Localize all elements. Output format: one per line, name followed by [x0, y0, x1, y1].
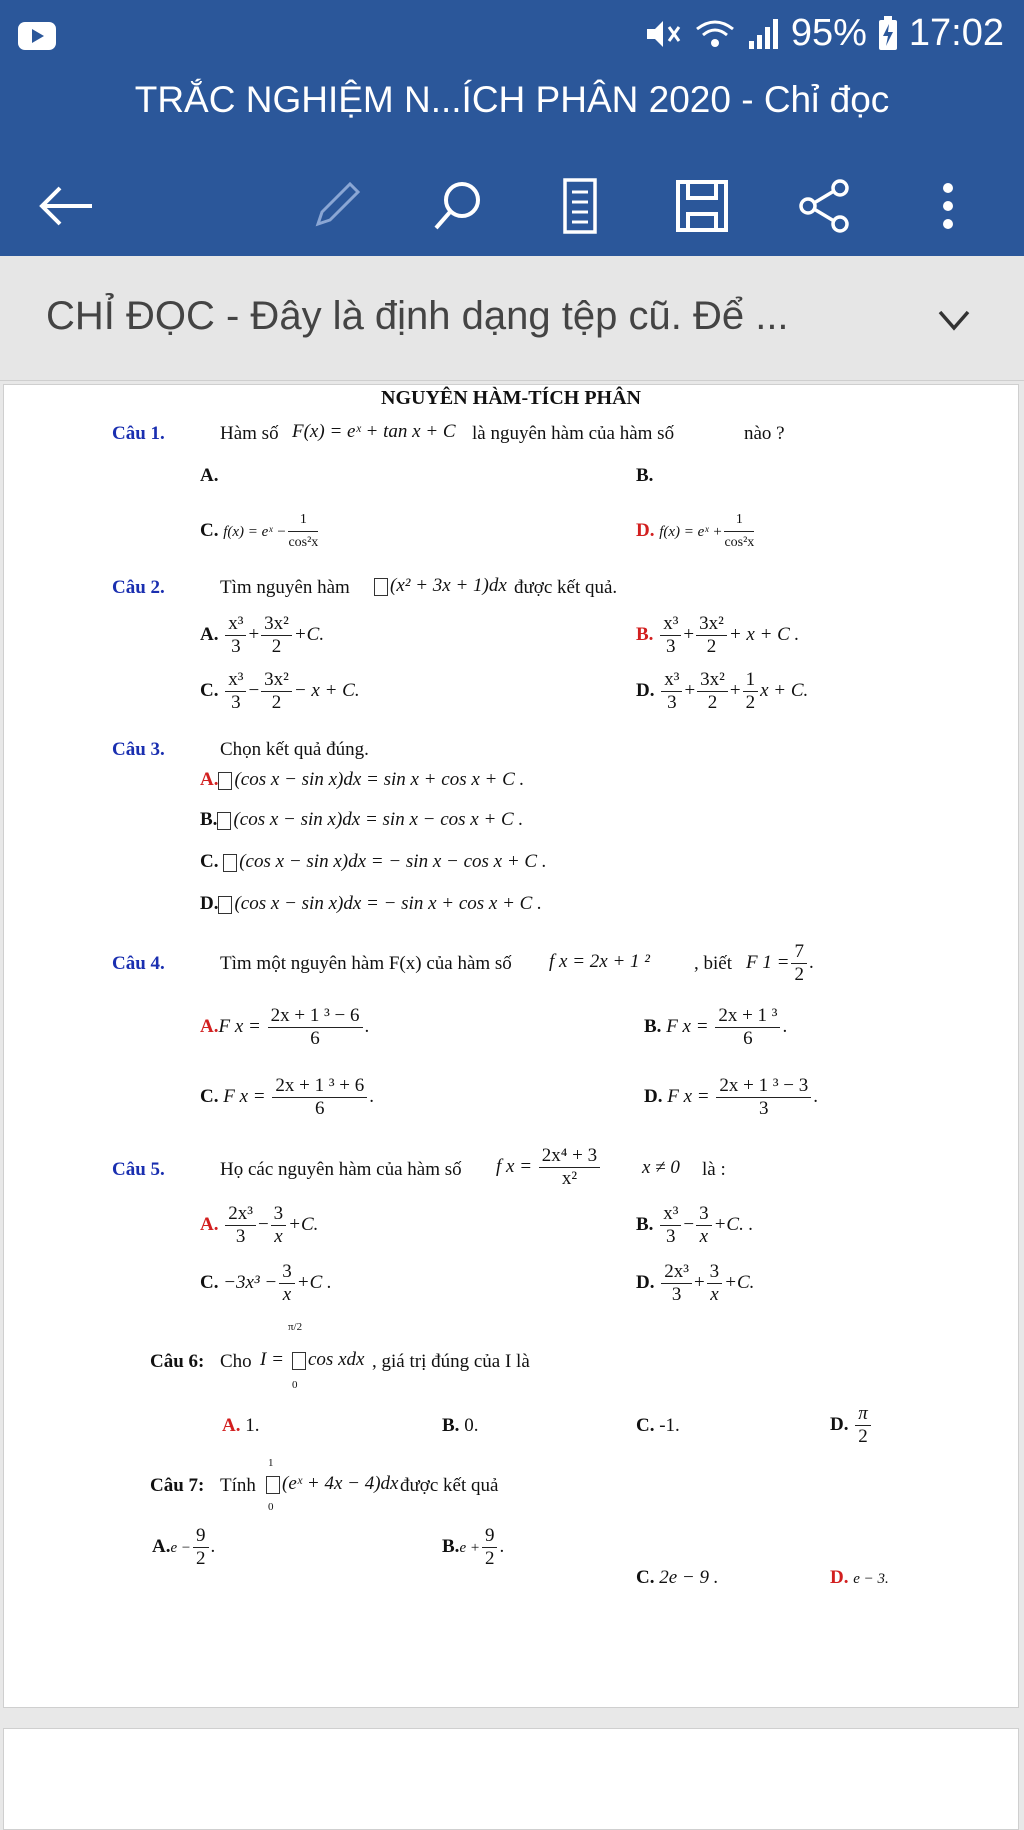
q5-d-num1: 2x³ [661, 1261, 692, 1284]
q3-option-b [200, 809, 523, 831]
q5-d-tail: +C. [724, 1271, 755, 1293]
q2-a-label: A. [200, 623, 219, 645]
q3-option-c [200, 851, 547, 873]
q4-d-den: 3 [759, 1098, 769, 1119]
q7-option-d [830, 1567, 889, 1589]
q2-c-frac1 [225, 669, 246, 714]
q5-a-frac2 [271, 1203, 287, 1248]
q5-d-frac2 [707, 1261, 723, 1306]
q6-lower-limit: 0 [292, 1379, 298, 1391]
q1-d-den: cos²x [724, 535, 755, 550]
q3-b-label: B. [200, 809, 218, 830]
q1-option-d [636, 509, 756, 554]
q4-text2: , biết [694, 953, 732, 974]
q2-integrand: (x² + 3x + 1)dx [390, 575, 507, 596]
q1-d-label: D. [636, 519, 655, 541]
q5-label: Câu 5. [112, 1159, 165, 1180]
share-button[interactable] [786, 168, 862, 244]
q5-condition: x ≠ 0 [642, 1157, 680, 1178]
read-only-banner[interactable] [0, 256, 1024, 381]
integral-symbol-icon [218, 896, 232, 914]
integral-symbol-icon [266, 1476, 280, 1494]
q7-a-num: 9 [193, 1525, 209, 1548]
q7-a-den: 2 [196, 1548, 206, 1569]
q5-a-tail: +C. [288, 1213, 319, 1235]
q2-d-frac1 [661, 669, 682, 714]
wifi-icon [693, 17, 737, 51]
q1-d-frac [724, 509, 754, 554]
q2-c-frac2 [261, 669, 292, 714]
q6-c-label: C. [636, 1415, 655, 1436]
q2-c-den1: 3 [231, 692, 241, 713]
q6-integrand: cos xdx [308, 1349, 365, 1370]
q2-option-a: A. $\frac{\text{x³}}{3}$ + $\frac{\text{3x²}}{2}$ +C. [200, 613, 325, 657]
q4-b-num: 2x + 1 ³ [715, 1005, 780, 1028]
q7-option-b: B.e + $\frac{9}{2}$ . [442, 1525, 505, 1569]
q2-b-frac2 [696, 613, 727, 658]
q7-a-label: A. [152, 1535, 171, 1557]
q5-b-num1: x³ [660, 1203, 681, 1226]
q6-option-a [222, 1415, 259, 1437]
q5-c-num: 3 [279, 1261, 295, 1284]
q6-b-value: 0. [464, 1415, 479, 1436]
q2-a-num1: x³ [225, 613, 246, 636]
q5-d-den1: 3 [671, 1284, 682, 1305]
q2-c-num2: 3x² [261, 669, 292, 692]
q4-d-frac [716, 1075, 811, 1120]
q5-c-den: x [282, 1284, 292, 1305]
status-bar [0, 0, 1024, 72]
q6-option-b [442, 1415, 478, 1437]
q7-text2: được kết quả [400, 1475, 499, 1496]
q5-d-num2: 3 [707, 1261, 723, 1284]
q5-a-den1: 3 [235, 1226, 246, 1247]
q6-label: Câu 6: [150, 1351, 205, 1372]
q6-text2: , giá trị đúng của I là [372, 1351, 530, 1372]
q2-a-frac2 [261, 613, 292, 658]
q5-d-frac1 [661, 1261, 692, 1306]
q4-cond-text: F 1 = [746, 951, 790, 973]
q5-a-num2: 3 [271, 1203, 287, 1226]
q6-d-frac [855, 1403, 871, 1448]
q5-f-frac [539, 1145, 600, 1190]
q6-upper-limit: π/2 [288, 1321, 303, 1333]
q7-b-label: B. [442, 1535, 460, 1557]
chevron-down-icon[interactable] [934, 300, 974, 340]
q4-a-num: 2x + 1 ³ − 6 [268, 1005, 363, 1028]
document-view-icon [555, 176, 605, 236]
q4-option-b: B. F x = $\frac{\text{2x + 1 ³}}{6}$ . [644, 1005, 788, 1049]
q1-label: Câu 1. [112, 423, 165, 444]
q5-f-num: 2x⁴ + 3 [539, 1145, 600, 1168]
q5-option-b: B. $\frac{\text{x³}}{3}$ − $\frac{3}{x}$ +C. . [636, 1203, 754, 1247]
more-options-button[interactable] [910, 168, 986, 244]
q5-text2: là : [702, 1159, 726, 1180]
q4-condition: F 1 = $\frac{7}{2}$ . [746, 941, 814, 985]
q2-text2: được kết quả. [514, 577, 618, 598]
q3-label: Câu 3. [112, 739, 165, 760]
edit-button[interactable] [298, 168, 374, 244]
integral-symbol-icon [292, 1352, 306, 1370]
q7-c-value: 2e − 9 . [659, 1567, 719, 1588]
q3-a-formula: (cos x − sin x)dx = sin x + cos x + C . [234, 769, 525, 790]
q1-c-label: C. [200, 519, 219, 541]
q7-option-a: A.e − $\frac{9}{2}$ . [152, 1525, 216, 1569]
q7-upper-limit: 1 [268, 1457, 274, 1469]
q5-a-num1: 2x³ [225, 1203, 256, 1226]
search-button[interactable] [420, 168, 496, 244]
q7-b-num: 9 [482, 1525, 498, 1548]
q2-a-den1: 3 [231, 636, 241, 657]
q4-b-lhs: F x = [666, 1015, 709, 1037]
q5-c-formula: −3x³ − [223, 1271, 278, 1293]
q7-c-label: C. [636, 1567, 655, 1588]
q2-option-b: B. $\frac{\text{x³}}{3}$ + $\frac{\text{3x²}}{2}$ + x + C . [636, 613, 800, 657]
q2-option-d: D. $\frac{\text{x³}}{3}$ + $\frac{\text{3x²}}{2}$ + $\frac{1}{2}$ x + C. [636, 669, 809, 713]
battery-charging-icon [877, 16, 899, 52]
q5-f-den: x² [561, 1168, 578, 1189]
q3-d-formula: (cos x − sin x)dx = − sin x + cos x + C . [234, 893, 542, 914]
q2-c-num1: x³ [225, 669, 246, 692]
q5-function [496, 1145, 602, 1190]
q7-a-expr: e − [170, 1539, 192, 1556]
q1-c-formula: f(x) = eˣ − [223, 523, 287, 540]
q3-text: Chọn kết quả đúng. [220, 739, 369, 760]
q4-a-lhs: F x = [218, 1015, 261, 1037]
q5-option-d: D. $\frac{\text{2x³}}{3}$ + $\frac{3}{x}$ +C. [636, 1261, 755, 1305]
q2-c-den2: 2 [271, 692, 282, 713]
q2-b-label: B. [636, 623, 654, 645]
q1-text3: nào ? [744, 423, 785, 444]
q1-text2: là nguyên hàm của hàm số [472, 423, 675, 444]
q2-d-frac3 [743, 669, 759, 714]
q5-d-den2: x [710, 1284, 719, 1305]
save-icon [672, 176, 732, 236]
q7-b-frac [482, 1525, 498, 1570]
q6-c-value: -1. [659, 1415, 680, 1436]
q5-b-frac1 [660, 1203, 681, 1248]
clock: 17:02 [908, 12, 1004, 54]
q4-d-num: 2x + 1 ³ − 3 [716, 1075, 811, 1098]
q1-option-c [200, 509, 320, 554]
search-icon [428, 176, 488, 236]
q5-a-den2: x [274, 1226, 283, 1247]
q7-label: Câu 7: [150, 1475, 205, 1496]
q2-a-num2: 3x² [261, 613, 292, 636]
q2-d-num1: x³ [661, 669, 682, 692]
q6-a-label: A. [222, 1415, 241, 1436]
signal-icon [747, 17, 781, 51]
q4-b-frac [715, 1005, 780, 1050]
q5-b-num2: 3 [696, 1203, 712, 1226]
q4-option-d: D. F x = $\frac{\text{2x + 1 ³ − 3}}{3}$ . [644, 1075, 818, 1119]
q5-option-a: A. $\frac{\text{2x³}}{3}$ − $\frac{3}{x}$ +C. [200, 1203, 319, 1247]
q4-option-c: C. F x = $\frac{\text{2x + 1 ³ + 6}}{6}$ . [200, 1075, 374, 1119]
q2-b-tail: + x + C . [728, 623, 800, 645]
q1-d-formula: f(x) = eˣ + [659, 523, 723, 540]
save-button[interactable] [664, 168, 740, 244]
q4-c-frac [272, 1075, 367, 1120]
q5-c-frac [279, 1261, 295, 1306]
q7-b-den: 2 [484, 1548, 495, 1569]
q5-text: Họ các nguyên hàm của hàm số [220, 1159, 462, 1180]
q6-I: I = [260, 1349, 284, 1370]
q2-d-num2: 3x² [697, 669, 728, 692]
q4-a-den: 6 [310, 1028, 320, 1049]
q2-a-frac1 [225, 613, 246, 658]
q2-b-num2: 3x² [696, 613, 727, 636]
q3-b-formula: (cos x − sin x)dx = sin x − cos x + C . [233, 809, 524, 830]
q7-lower-limit: 0 [268, 1501, 274, 1513]
more-vertical-icon [938, 176, 958, 236]
q7-a-frac [193, 1525, 209, 1570]
q2-text: Tìm nguyên hàm [220, 577, 350, 598]
q4-c-num: 2x + 1 ³ + 6 [272, 1075, 367, 1098]
q5-c-label: C. [200, 1271, 219, 1293]
q2-b-den2: 2 [706, 636, 717, 657]
q3-option-d [200, 893, 542, 915]
q2-d-den1: 3 [667, 692, 677, 713]
q1-c-frac [288, 509, 318, 554]
document-page [3, 384, 1019, 1708]
q6-a-value: 1. [245, 1415, 260, 1436]
q7-b-expr: e + [459, 1539, 480, 1556]
q2-a-den2: 2 [271, 636, 282, 657]
q6-d-num: π [855, 1403, 871, 1426]
q2-d-den3: 2 [745, 692, 756, 713]
q1-d-num: 1 [724, 509, 754, 532]
q4-function: f x = 2x + 1 ² [549, 951, 650, 972]
q3-a-label: A. [200, 769, 219, 790]
q7-text: Tính [220, 1475, 256, 1496]
q4-cond-frac [791, 941, 807, 986]
q5-a-frac1 [225, 1203, 256, 1248]
q3-c-label: C. [200, 851, 219, 872]
q4-cond-num: 7 [791, 941, 807, 964]
document-title: TRẮC NGHIỆM N...ÍCH PHÂN 2020 - Chỉ đọc [0, 72, 1024, 156]
q6-d-label: D. [830, 1413, 849, 1435]
q2-d-num3: 1 [743, 669, 759, 692]
q4-b-label: B. [644, 1015, 662, 1037]
mute-icon [643, 17, 683, 51]
q1-formula: F(x) = eˣ + tan x + C [292, 421, 456, 442]
q5-a-label: A. [200, 1213, 219, 1235]
q1-c-num: 1 [288, 509, 318, 532]
battery-percent: 95% [790, 12, 867, 54]
q2-option-c: C. $\frac{\text{x³}}{3}$ − $\frac{\text{3x²}}{2}$ − x + C. [200, 669, 360, 713]
q7-d-label: D. [830, 1567, 849, 1588]
q5-d-label: D. [636, 1271, 655, 1293]
q2-d-frac2 [697, 669, 728, 714]
banner-text: CHỈ ĐỌC - Đây là định dạng tệp cũ. Để ... [46, 294, 789, 338]
q2-c-label: C. [200, 679, 219, 701]
integral-symbol-icon [217, 812, 231, 830]
q1-c-den: cos²x [288, 535, 319, 550]
q5-f-lhs: f x = [496, 1155, 533, 1177]
q4-label: Câu 4. [112, 953, 165, 974]
q3-option-a [200, 769, 524, 791]
q4-option-a: A.F x = $\frac{\text{2x + 1 ³ − 6}}{6}$ . [200, 1005, 370, 1049]
q2-integral [374, 575, 507, 597]
share-icon [794, 176, 854, 236]
q6-option-d [830, 1403, 873, 1448]
q2-b-num1: x³ [660, 613, 681, 636]
q2-d-tail: x + C. [760, 679, 809, 701]
q5-b-label: B. [636, 1213, 654, 1235]
q5-c-tail: +C . [296, 1271, 332, 1293]
q4-c-label: C. [200, 1085, 219, 1107]
back-button[interactable] [28, 168, 104, 244]
q2-b-frac1 [660, 613, 681, 658]
q2-c-tail: − x + C. [293, 679, 360, 701]
q6-text: Cho [220, 1351, 252, 1372]
q2-label: Câu 2. [112, 577, 165, 598]
toolbar [0, 156, 1024, 256]
q2-a-tail: +C. [293, 623, 325, 645]
q5-option-c [200, 1261, 332, 1306]
integral-symbol-icon [223, 854, 237, 872]
q4-text: Tìm một nguyên hàm F(x) của hàm số [220, 953, 512, 974]
q4-a-label: A. [200, 1015, 219, 1037]
q1-option-a: A. [200, 465, 219, 486]
youtube-notification-icon [18, 22, 56, 50]
back-arrow-icon [36, 181, 96, 231]
q6-d-den: 2 [858, 1426, 868, 1447]
q3-d-label: D. [200, 893, 219, 914]
pencil-icon [306, 176, 366, 236]
next-document-page [3, 1728, 1019, 1830]
q5-b-den1: 3 [666, 1226, 676, 1247]
q5-b-den2: x [699, 1226, 709, 1247]
q2-b-den1: 3 [666, 636, 676, 657]
q4-d-lhs: F x = [667, 1085, 710, 1107]
q4-b-den: 6 [743, 1028, 753, 1049]
q2-d-den2: 2 [707, 692, 718, 713]
q4-cond-den: 2 [794, 964, 804, 985]
read-mode-button[interactable] [542, 168, 618, 244]
q5-b-tail: +C. . [713, 1213, 754, 1235]
q6-b-label: B. [442, 1415, 460, 1436]
q4-d-label: D. [644, 1085, 663, 1107]
q3-c-formula: (cos x − sin x)dx = − sin x − cos x + C . [239, 851, 547, 872]
q7-option-c [636, 1567, 719, 1589]
integral-symbol-icon [374, 578, 388, 596]
q7-integrand: (eˣ + 4x − 4)dx [282, 1473, 399, 1494]
q6-integral [292, 1349, 364, 1371]
q1-option-b: B. [636, 465, 654, 486]
q4-c-lhs: F x = [223, 1085, 266, 1107]
q4-a-frac [268, 1005, 363, 1050]
q7-integral [266, 1473, 398, 1495]
q7-d-value: e − 3. [853, 1571, 889, 1587]
doc-heading: NGUYÊN HÀM-TÍCH PHÂN [381, 387, 641, 409]
status-right [643, 12, 1004, 55]
q5-b-frac2 [696, 1203, 712, 1248]
q2-d-label: D. [636, 679, 655, 701]
integral-symbol-icon [218, 772, 232, 790]
q4-c-den: 6 [315, 1098, 325, 1119]
q6-option-c [636, 1415, 680, 1437]
q1-text: Hàm số [220, 423, 279, 444]
